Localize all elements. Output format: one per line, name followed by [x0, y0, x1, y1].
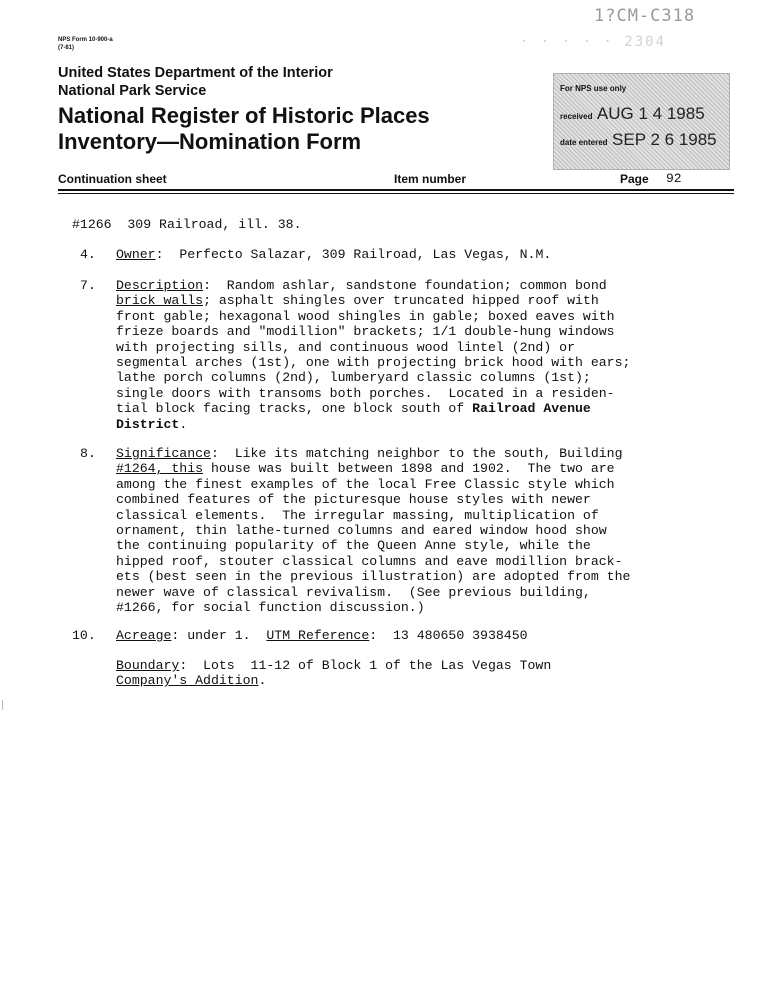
department-name: United States Department of the Interior — [58, 65, 333, 81]
significance-line: classical elements. The irregular massing, multiplication of — [116, 507, 599, 523]
description-line: with projecting sills, and continuous wood lintel (2nd) or — [116, 339, 575, 355]
significance-line: the continuing popularity of the Queen Anne style, while the — [116, 538, 591, 554]
stamp-number: 1?CM-C318 — [594, 6, 696, 26]
significance-line: among the finest examples of the local Free Classic style which — [116, 476, 615, 492]
stamp-header: For NPS use only — [560, 84, 627, 93]
description-line: District. — [116, 416, 188, 432]
utm-value: : 13 480650 3938450 — [369, 628, 528, 643]
description-block — [116, 278, 630, 432]
description-line: lathe porch columns (2nd), lumberyard classic columns (1st); — [116, 370, 591, 386]
form-title-line1: National Register of Historic Places — [58, 103, 430, 128]
owner-line — [116, 247, 551, 262]
acreage-line: Acreage: under 1. UTM Reference: 13 480650 3938450 — [116, 628, 528, 643]
header-rule — [58, 189, 734, 191]
significance-line: Significance: Like its matching neighbor to the south, Building — [116, 446, 623, 461]
significance-line: ornament, thin lathe-turned columns and eared window hood show — [116, 523, 607, 539]
item-number-label: Item number — [394, 172, 467, 186]
significance-line: newer wave of classical revivalism. (See previous building, — [116, 584, 591, 600]
service-name: National Park Service — [58, 83, 207, 99]
entry-heading: #1266 309 Railroad, ill. 38. — [72, 217, 302, 232]
district-name: Railroad Avenue — [472, 401, 591, 417]
acreage-number: 10. — [72, 628, 96, 643]
boundary-line: Boundary: Lots 11-12 of Block 1 of the Las Vegas Town — [116, 658, 552, 673]
page-number: 92 — [666, 171, 682, 186]
significance-block — [116, 446, 630, 615]
entered-row — [560, 130, 717, 150]
nps-use-stamp-box — [553, 73, 730, 170]
scan-margin-mark — [2, 700, 3, 710]
description-line: segmental arches (1st), one with projecting brick hood with ears; — [116, 355, 631, 371]
received-row — [560, 104, 705, 124]
form-title-line2: Inventory—Nomination Form — [58, 129, 362, 154]
description-label: Description — [116, 278, 204, 293]
continuation-row — [58, 172, 734, 188]
description-line: frieze boards and "modillion" brackets; 1/1 double-hung windows — [116, 324, 615, 340]
received-label: received — [560, 112, 593, 121]
entered-date: SEP 2 6 1985 — [612, 130, 717, 149]
form-title — [58, 103, 430, 155]
page-label: Page — [620, 172, 649, 186]
boundary-block — [116, 658, 551, 689]
owner-label: Owner — [116, 247, 156, 262]
significance-line: #1264, this house was built between 1898 and 1902. The two are — [116, 461, 615, 477]
significance-label: Significance — [116, 446, 211, 461]
form-revision-text: (7-81) — [58, 45, 75, 51]
continuation-sheet-label: Continuation sheet — [58, 172, 167, 186]
significance-number: 8. — [80, 446, 96, 461]
faint-marking: · · · · · 2304 — [520, 34, 667, 50]
boundary-line: Company's Addition. — [116, 673, 267, 689]
acreage-label: Acreage — [116, 628, 172, 643]
description-line: Description: Random ashlar, sandstone foundation; common bond — [116, 278, 607, 293]
owner-text: : Perfecto Salazar, 309 Railroad, Las Vegas, N.M. — [155, 247, 552, 262]
received-date: AUG 1 4 1985 — [596, 104, 705, 123]
agency-block — [58, 64, 333, 100]
entered-label: date entered — [560, 138, 608, 147]
description-line: brick walls; asphalt shingles over truncated hipped roof with — [116, 293, 599, 309]
description-line: tial block facing tracks, one block south of Railroad Avenue — [116, 401, 591, 417]
description-line: single doors with transoms both porches. Located in a residen- — [116, 385, 615, 401]
utm-label: UTM Reference — [266, 628, 370, 643]
header-rule-thin — [58, 193, 734, 194]
significance-line: #1266, for social function discussion.) — [116, 600, 425, 616]
owner-number: 4. — [80, 247, 96, 262]
form-number-text: NPS Form 10-900-a — [58, 37, 113, 43]
description-number: 7. — [80, 278, 96, 293]
significance-line: ets (best seen in the previous illustration) are adopted from the — [116, 569, 631, 585]
significance-line: hipped roof, stouter classical columns and eave modillion brack- — [116, 553, 623, 569]
significance-line: combined features of the picturesque house styles with newer — [116, 492, 591, 508]
boundary-label: Boundary — [116, 658, 180, 673]
form-number — [58, 36, 113, 52]
description-line: front gable; hexagonal wood shingles in gable; boxed eaves with — [116, 308, 615, 324]
